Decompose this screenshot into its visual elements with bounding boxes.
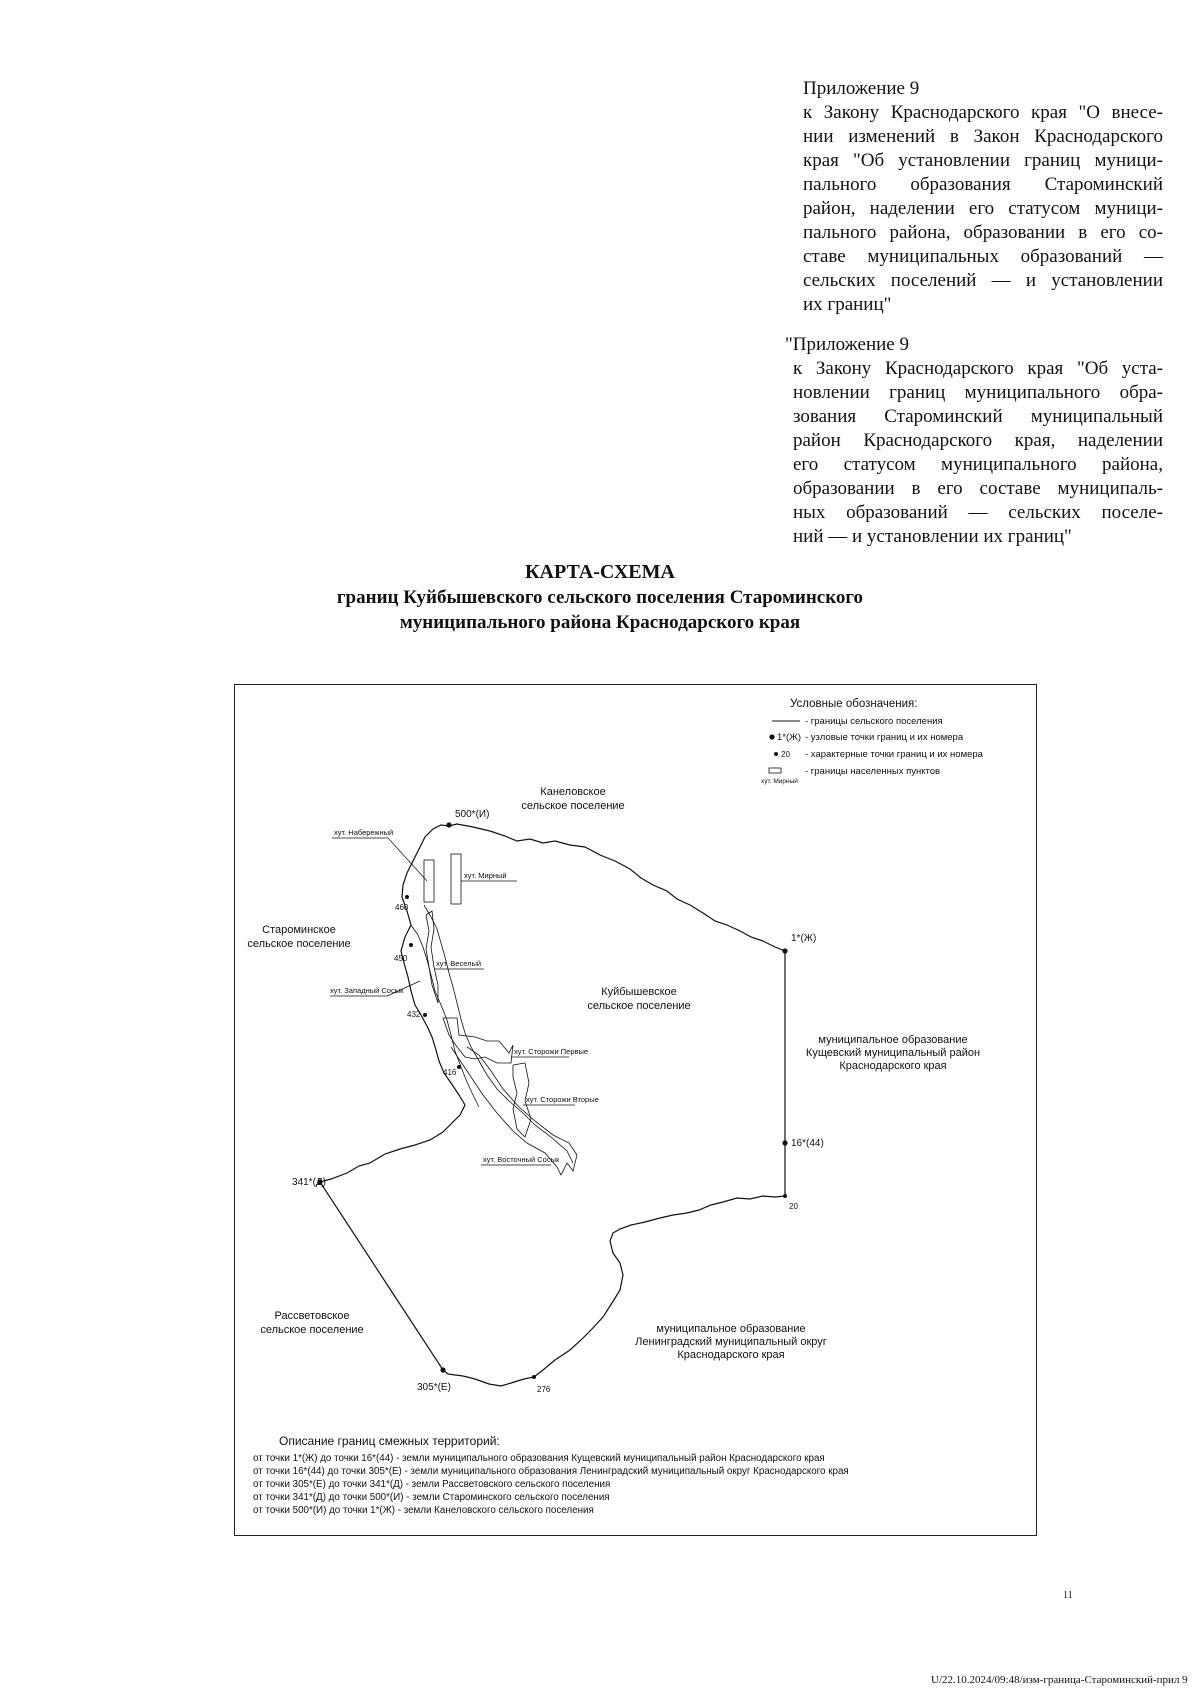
neighbor-label-southwest: сельское поселение (260, 1324, 364, 1336)
appendix-line: "Приложение 9 (785, 334, 909, 355)
settlement-label: хут. Набережный (334, 828, 394, 837)
map-canvas (235, 685, 1035, 1534)
char-point-432 (423, 1013, 427, 1017)
char-point-416 (457, 1065, 461, 1069)
appendix-line: образовании в его составе муниципаль- (793, 478, 1163, 499)
appendix-line: пального образования Староминский (803, 174, 1163, 195)
appendix-line: к Закону Краснодарского края "Об уста- (793, 358, 1163, 379)
neighbor-label-center: сельское поселение (587, 1000, 691, 1012)
point-label: 305*(Е) (417, 1382, 451, 1393)
appendix-line: район, наделении его статусом муници- (803, 198, 1163, 219)
legend-node-sample: 1*(Ж) (777, 732, 802, 743)
point-label: 432 (407, 1010, 421, 1019)
appendix-line: новлении границ муниципального обра- (793, 382, 1163, 403)
neighbor-label-north: Канеловское (540, 786, 606, 798)
point-label: 460 (395, 903, 409, 912)
settlement-label: хут. Сторожи Вторые (526, 1095, 599, 1104)
settlement-boundary-vesely (426, 911, 438, 1003)
appendix-current-text (803, 77, 1163, 317)
appendix-line: район Краснодарского края, наделении (793, 430, 1163, 451)
settlement-label: хут. Веселый (436, 959, 482, 968)
point-label: 1*(Ж) (791, 933, 817, 944)
settlement-boundary-storozhi-pervye (443, 1018, 513, 1063)
neighbor-label-southeast: Ленинградский муниципальный округ (635, 1336, 827, 1348)
settlement-label: хут. Сторожи Первые (514, 1047, 589, 1056)
neighbor-label-southwest: Рассветовское (274, 1310, 350, 1322)
node-point-16 (782, 1140, 787, 1145)
map-title-subtitle: границ Куйбышевского сельского поселения Староминского (336, 587, 864, 608)
neighbor-label-north: сельское поселение (521, 800, 625, 812)
legend-item: - характерные точки границ и их номера (805, 749, 983, 760)
legend-item: - границы сельского поселения (805, 716, 943, 727)
appendix-line: зования Староминский муниципальный (793, 406, 1163, 427)
char-point-460 (405, 895, 409, 899)
appendix-line: сельских поселений — и установлении (803, 270, 1163, 291)
node-point-marker (769, 734, 774, 739)
appendix-original-text (785, 333, 1163, 549)
neighbor-label-east: Краснодарского края (839, 1060, 947, 1072)
appendix-line: пального района, образовании в его со- (803, 222, 1163, 243)
description-line: от точки 16*(44) до точки 305*(Е) - земли муниципального образования Ленинградский муниципальный округ Краснодарского края (253, 1466, 849, 1477)
neighbor-label-east: Кущевский муниципальный район (805, 1047, 981, 1059)
legend-settlement-sample: хут. Мирный (761, 778, 798, 785)
settlement-boundary-naberezhny (424, 860, 434, 902)
settlement-boundary-sample (769, 768, 781, 773)
node-point-1 (782, 948, 787, 953)
settlement-label: хут. Восточный Сосык (483, 1155, 560, 1164)
description-line: от точки 305*(Е) до точки 341*(Д) - земли Рассветовского сельского поселения (253, 1479, 611, 1490)
appendix-line: их границ" (803, 294, 892, 315)
appendix-line: ний — и установлении их границ" (793, 526, 1072, 547)
point-label: 416 (443, 1068, 457, 1077)
node-point-500 (446, 822, 451, 827)
char-point-20 (783, 1194, 787, 1198)
char-point-276 (532, 1375, 536, 1379)
settlement-label: хут. Мирный (464, 871, 507, 880)
legend-item: - узловые точки границ и их номера (805, 732, 964, 743)
point-label: 450 (394, 954, 408, 963)
document-code: U/22.10.2024/09:48/изм-граница-Староминский-прил 9 (931, 1674, 1188, 1686)
appendix-line: Приложение 9 (803, 78, 920, 99)
point-label: 16*(44) (791, 1138, 824, 1149)
settlement-boundary-mirny (451, 854, 461, 904)
map-title (300, 560, 900, 635)
legend (761, 698, 984, 785)
point-label: 276 (537, 1385, 551, 1394)
description-line: от точки 500*(И) до точки 1*(Ж) - земли Канеловского сельского поселения (253, 1505, 594, 1516)
neighbor-label-southeast: Краснодарского края (677, 1349, 785, 1361)
description-heading: Описание границ смежных территорий: (279, 1434, 500, 1448)
point-label: 20 (789, 1202, 798, 1211)
map-frame (234, 684, 1037, 1536)
appendix-line: к Закону Краснодарского края "О внесе- (803, 102, 1163, 123)
appendix-line: края "Об установлении границ муници- (803, 150, 1163, 171)
point-label: 500*(И) (455, 809, 490, 820)
map-title-heading: КАРТА-СХЕМА (525, 561, 675, 583)
neighbor-label-center: Куйбышевское (601, 986, 677, 998)
description-line: от точки 341*(Д) до точки 500*(И) - земли Староминского сельского поселения (253, 1492, 610, 1503)
appendix-line: ных образований — сельских поселе- (793, 502, 1163, 523)
settlement-label: хут. Западный Сосык (330, 986, 404, 995)
legend-item: - границы населенных пунктов (805, 766, 941, 777)
legend-char-sample: 20 (781, 750, 790, 759)
settlement-boundary-strip (424, 905, 573, 1163)
neighbor-label-southeast: муниципальное образование (656, 1323, 806, 1335)
appendix-line: его статусом муниципального района, (793, 454, 1163, 475)
legend-heading: Условные обозначения: (790, 698, 918, 710)
adjacent-description (253, 1434, 849, 1516)
point-label: 341*(Д) (292, 1177, 327, 1188)
map-title-subtitle: муниципального района Краснодарского края (399, 612, 801, 633)
node-point-305 (440, 1367, 445, 1372)
char-point-450 (409, 943, 413, 947)
neighbor-label-west: сельское поселение (247, 938, 351, 950)
appendix-line: ставе муниципальных образований — (803, 246, 1163, 267)
page-number-mark: 11 (1063, 1590, 1073, 1601)
char-point-marker (774, 752, 778, 756)
neighbor-label-west: Староминское (262, 924, 336, 936)
appendix-line: нии изменений в Закон Краснодарского (803, 126, 1163, 147)
description-line: от точки 1*(Ж) до точки 16*(44) - земли муниципального образования Кущевский муниципальный район Краснодарского края (253, 1453, 825, 1464)
neighbor-label-east: муниципальное образование (818, 1034, 968, 1046)
